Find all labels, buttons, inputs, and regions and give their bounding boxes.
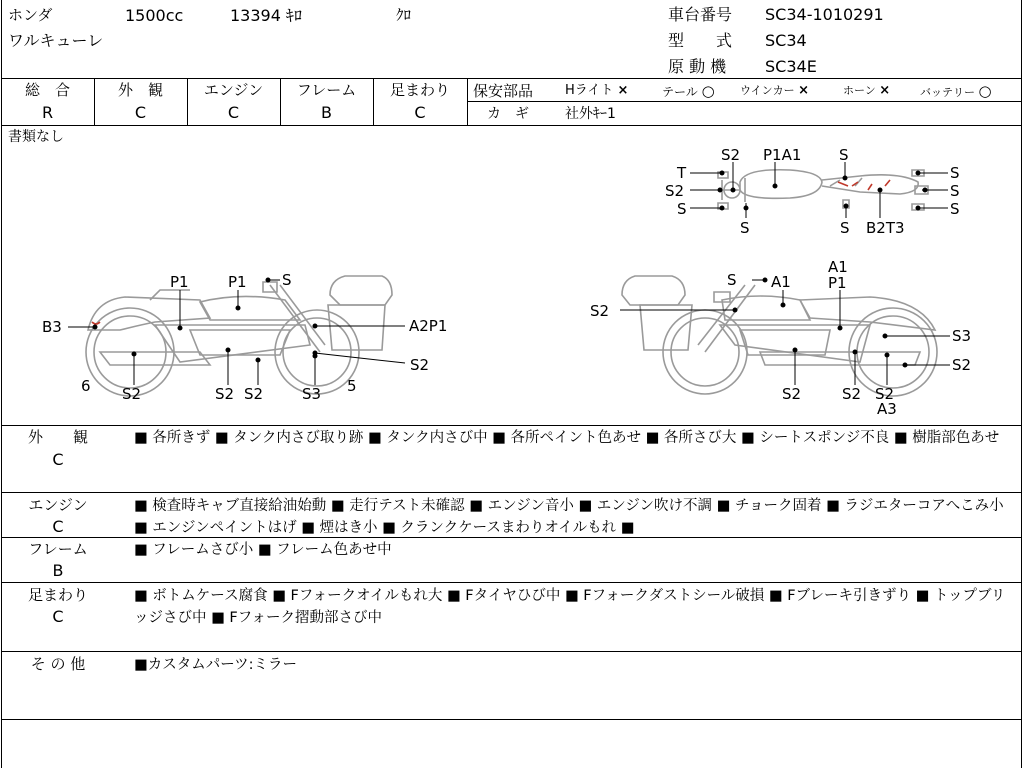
key-value: 社外ｷｰ1	[565, 106, 616, 122]
section-title: 外 観	[27, 428, 88, 446]
safety-battery	[920, 82, 992, 102]
label-right-s2-b: S2	[842, 385, 862, 403]
section-text: ■ 各所きず ■ タンク内さび取り跡 ■ タンク内さび中 ■ 各所ペイント色あせ ■ 各所さび大 ■ シートスポンジ不良 ■ 樹脂部色あせ	[134, 430, 1000, 446]
section-title: そ の 他	[30, 655, 86, 673]
label-right-p1: P1	[828, 274, 847, 292]
headlight-label: Hライト	[565, 83, 614, 98]
label-right-a1: A1	[771, 273, 791, 291]
label-top-s-fuel: S	[839, 146, 849, 164]
type-value: SC34	[765, 31, 807, 50]
battery-mark: ○	[978, 82, 992, 100]
label-right-s2-bag: S2	[590, 302, 610, 320]
label-left-6: 6	[81, 377, 91, 395]
frame-no: SC34-1010291	[765, 5, 884, 24]
label-left-5: 5	[347, 377, 357, 395]
key-label: カ ギ	[487, 106, 529, 122]
label-left-s: S	[282, 271, 292, 289]
maker: ホンダ	[8, 6, 53, 24]
exterior-label: 外 観	[117, 81, 163, 99]
mileage: 13394 ｷﾛ	[230, 6, 302, 25]
section-title: 足まわり	[27, 586, 88, 604]
section-line	[1, 651, 1022, 652]
label-top-s2-left: S2	[665, 182, 685, 200]
frame-no-label: 車台番号	[668, 5, 733, 24]
suspension-grade: C	[414, 103, 426, 122]
table-bottom-line	[1, 125, 1022, 126]
damage-marks	[92, 180, 890, 324]
label-right-a1-top: A1	[828, 258, 848, 276]
section-text: ■ フレームさび小 ■ フレーム色あせ中	[134, 542, 392, 558]
section-text: ■ 検査時キャブ直接給油始動 ■ 走行テスト未確認 ■ エンジン音小 ■ エンジン吹け不調 ■ チョーク固着 ■ ラジエターコアへこみ小 ■ エンジンペイントはげ ■ 煙はき小 ■ クランクケースまわりオイルもれ ■	[134, 498, 1004, 536]
label-left-s3: S3	[302, 385, 322, 403]
section-line	[1, 425, 1022, 426]
winker-label: ウインカー	[740, 84, 795, 97]
documents-note: 書類なし	[8, 129, 64, 145]
section-grade: B	[52, 561, 64, 580]
frame-grade-label: フレーム	[296, 81, 357, 99]
label-right-s3: S3	[952, 327, 972, 345]
section-title: エンジン	[28, 496, 88, 514]
label-left-s2-fork: S2	[410, 356, 430, 374]
col-divider	[467, 78, 468, 125]
label-top-s-r3: S	[950, 200, 960, 218]
label-left-b3: B3	[42, 318, 62, 336]
table-top-line	[1, 78, 1022, 79]
label-right-s2-a: S2	[782, 385, 802, 403]
overall-label: 総 合	[24, 81, 70, 99]
top-view-bike	[718, 170, 928, 210]
model-name: ワルキューレ	[8, 31, 104, 50]
safety-winker	[740, 82, 809, 100]
label-right-s2-c: S2	[875, 385, 895, 403]
label-right-s: S	[727, 271, 737, 289]
label-top-s-r1: S	[950, 164, 960, 182]
label-top-s-front: S	[740, 219, 750, 237]
label-right-a3: A3	[877, 400, 897, 418]
label-top-t: T	[677, 164, 687, 182]
damage-diagram	[0, 140, 1024, 425]
displacement: 1500cc	[125, 6, 184, 25]
section-grade: C	[52, 607, 64, 626]
safety-horn	[843, 82, 890, 100]
safety-tail	[662, 82, 715, 101]
label-top-s-mid: S	[840, 219, 850, 237]
safety-label: 保安部品	[473, 82, 534, 100]
frame-grade: B	[321, 103, 332, 122]
section-line	[1, 582, 1022, 583]
engine-grade-label: エンジン	[203, 81, 264, 99]
label-left-p1-a: P1	[170, 273, 189, 291]
type-label: 型 式	[668, 31, 733, 50]
section-grade: C	[52, 450, 64, 469]
label-left-p1-b: P1	[228, 273, 247, 291]
safety-headlight	[565, 82, 628, 100]
label-top-s2: S2	[721, 146, 741, 164]
engine-label: 原 動 機	[668, 57, 727, 76]
horn-mark: ×	[879, 83, 891, 98]
engine-grade: C	[227, 103, 240, 122]
section-title: フレーム	[28, 540, 88, 558]
label-left-s2-b: S2	[215, 385, 235, 403]
color: ｸﾛ	[396, 6, 412, 24]
label-right-s2-wheel: S2	[952, 356, 972, 374]
label-top-s-left: S	[677, 200, 687, 218]
headlight-mark: ×	[617, 83, 629, 98]
label-left-s2-a: S2	[122, 385, 142, 403]
horn-label: ホーン	[843, 84, 876, 97]
section-grade: C	[52, 517, 64, 536]
label-left-s2-c: S2	[244, 385, 264, 403]
section-text: ■ ボトムケース腐食 ■ Fフォークオイルもれ大 ■ Fタイヤひび中 ■ Fフォークダストシール破損 ■ Fブレーキ引きずり ■ トップブリッジさび中 ■ Fフォーク摺動部さび中	[134, 588, 1006, 626]
label-top-s-r2: S	[950, 182, 960, 200]
suspension-grade-label: 足まわり	[389, 81, 450, 99]
section-line	[1, 492, 1022, 493]
exterior-grade: C	[134, 103, 147, 122]
overall-grade: R	[41, 103, 54, 122]
engine-value: SC34E	[765, 57, 817, 76]
battery-label: バッテリー	[920, 86, 975, 99]
winker-mark: ×	[798, 83, 810, 98]
label-top-b2t3: B2T3	[866, 219, 905, 237]
label-top-p1a1: P1A1	[763, 146, 802, 164]
section-text: ■カスタムパーツ:ミラー	[134, 657, 298, 673]
tail-mark: ○	[701, 82, 715, 100]
label-left-a2p1: A2P1	[409, 317, 448, 335]
section-line	[1, 719, 1022, 720]
tail-label: テール	[662, 85, 698, 99]
